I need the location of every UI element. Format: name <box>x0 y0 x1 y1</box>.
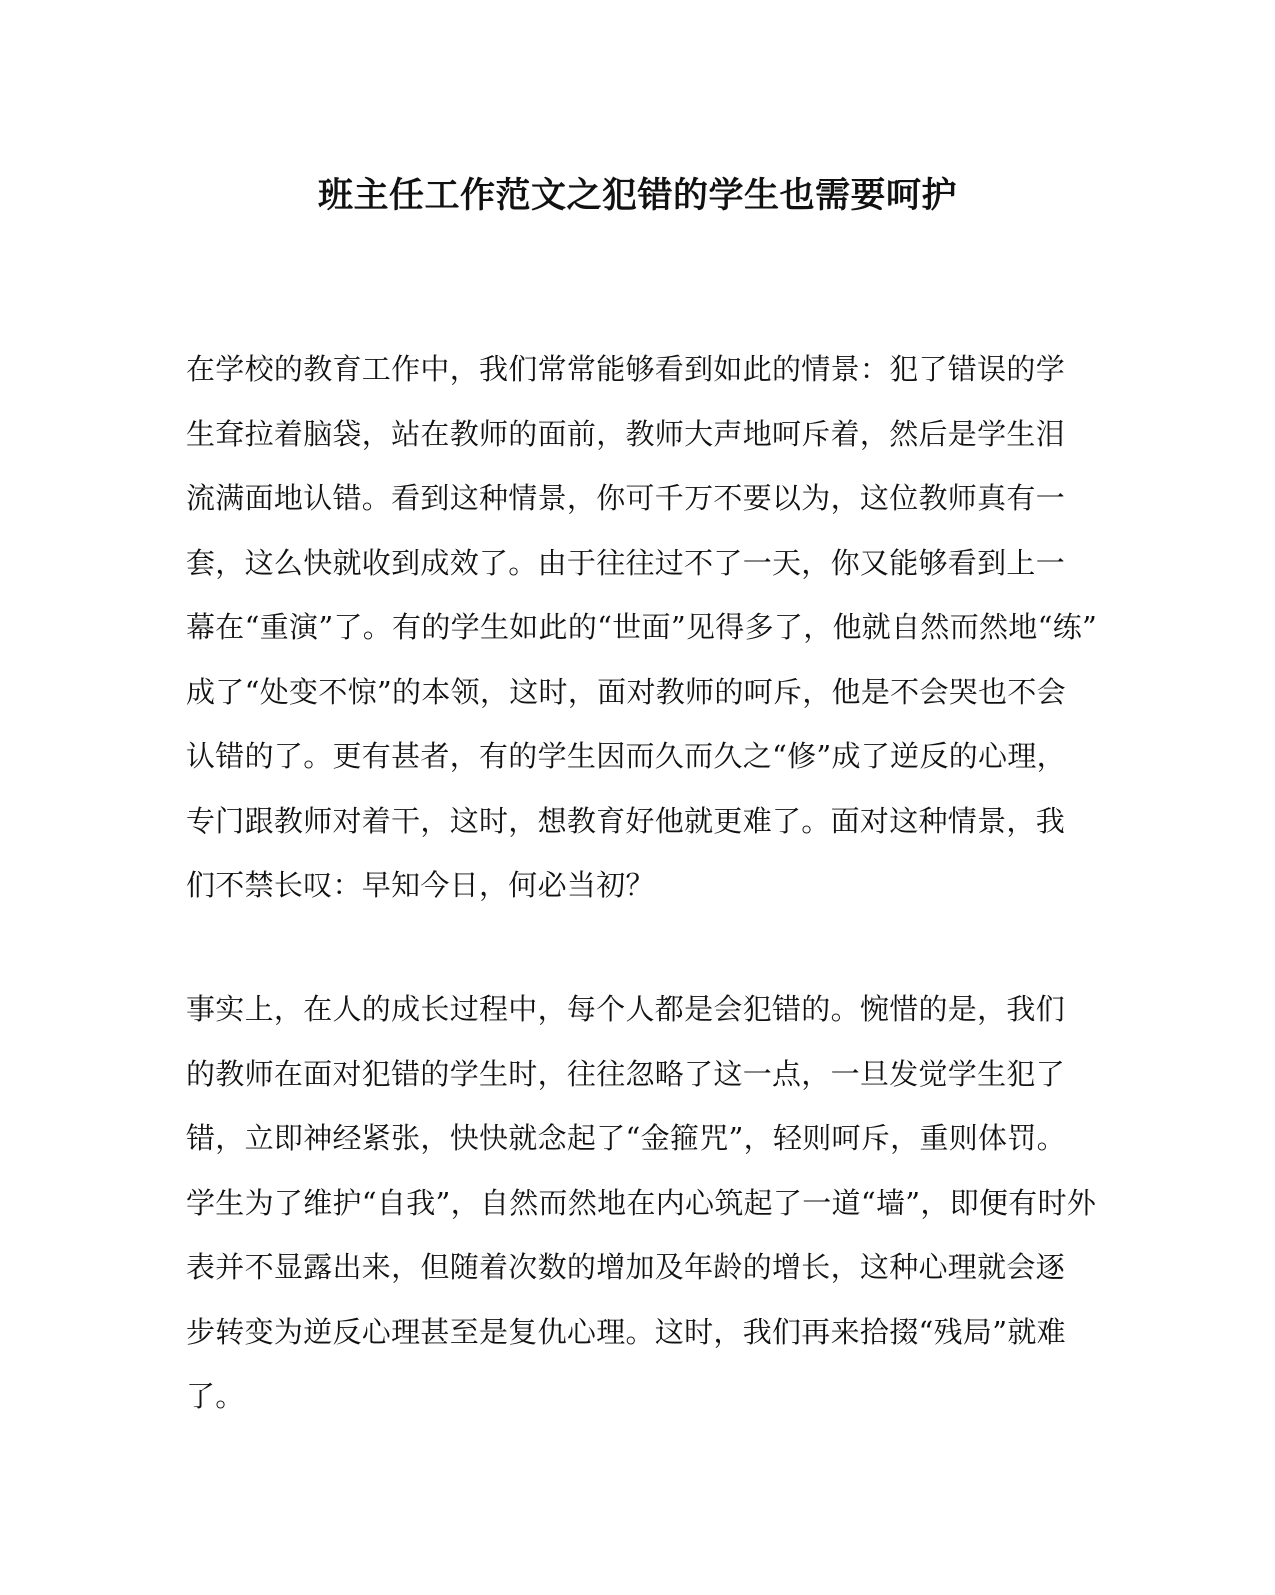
paragraph-line: 成了“处变不惊”的本领，这时，面对教师的呵斥，他是不会哭也不会 <box>186 674 1066 709</box>
document-title: 班主任工作范文之犯错的学生也需要呵护 <box>317 175 957 216</box>
paragraph-line: 套，这么快就收到成效了。由于往往过不了一天，你又能够看到上一 <box>186 545 1066 580</box>
paragraph-line: 在学校的教育工作中，我们常常能够看到如此的情景：犯了错误的学 <box>186 352 1066 386</box>
paragraph-line: 流满面地认错。看到这种情景，你可千万不要以为，这位教师真有一 <box>186 481 1066 515</box>
paragraph-line: 了。 <box>186 1379 245 1413</box>
paragraph-line: 表并不显露出来，但随着次数的增加及年龄的增长，这种心理就会逐 <box>186 1250 1066 1284</box>
paragraph-line: 们不禁长叹：早知今日，何必当初？ <box>186 868 655 902</box>
paragraph-line: 幕在“重演”了。有的学生如此的“世面”见得多了，他就自然而然地“练” <box>186 610 1098 644</box>
paragraph-line: 学生为了维护“自我”，自然而然地在内心筑起了一道“墙”，即便有时外 <box>186 1185 1097 1220</box>
paragraph-line: 步转变为逆反心理甚至是复仇心理。这时，我们再来拾掇“残局”就难 <box>186 1314 1066 1349</box>
paragraph-2 <box>186 977 1097 1429</box>
paragraph-line: 错，立即神经紧张，快快就念起了“金箍咒”，轻则呵斥，重则体罚。 <box>186 1121 1066 1155</box>
paragraph-line: 的教师在面对犯错的学生时，往往忽略了这一点，一旦发觉学生犯了 <box>186 1056 1066 1091</box>
paragraph-line: 专门跟教师对着干，这时，想教育好他就更难了。面对这种情景，我 <box>186 803 1066 838</box>
paragraph-line: 生耷拉着脑袋，站在教师的面前，教师大声地呵斥着，然后是学生泪 <box>186 416 1066 451</box>
paragraph-line: 认错的了。更有甚者，有的学生因而久而久之“修”成了逆反的心理， <box>186 739 1066 773</box>
paragraph-1 <box>186 337 1098 918</box>
paragraph-line: 事实上，在人的成长过程中，每个人都是会犯错的。惋惜的是，我们 <box>186 992 1066 1026</box>
